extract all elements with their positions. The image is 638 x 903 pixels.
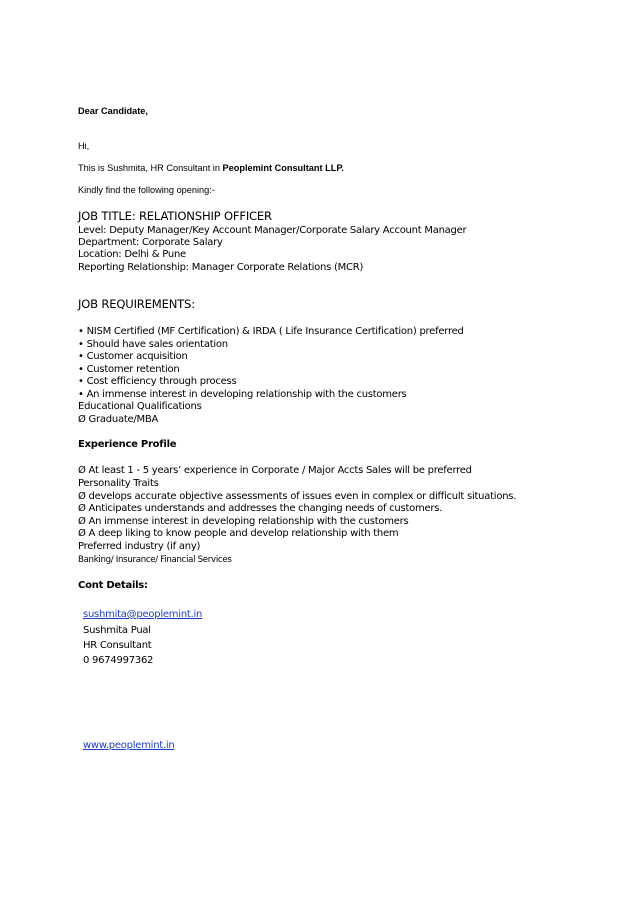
industry-value: Banking/ Insurance/ Financial Services (78, 555, 232, 565)
job-title: JOB TITLE: RELATIONSHIP OFFICER (78, 209, 272, 223)
website-link[interactable]: www.peoplemint.in (83, 740, 175, 751)
education-heading: Educational Qualifications (78, 401, 202, 412)
experience-heading: Experience Profile (78, 439, 177, 450)
contact-phone: 0 9674997362 (83, 655, 154, 666)
requirement-item: • Customer acquisition (78, 351, 188, 362)
requirement-item: • NISM Certified (MF Certification) & IRDA ( Life Insurance Certification) preferred (78, 326, 464, 337)
requirement-item: • Cost efficiency through process (78, 376, 237, 387)
requirements-heading: JOB REQUIREMENTS: (78, 297, 195, 311)
company-name: Peoplemint Consultant LLP. (222, 163, 344, 173)
contact-role: HR Consultant (83, 640, 152, 651)
contact-email-link[interactable]: sushmita@peoplemint.in (83, 609, 203, 620)
experience-line: Ø At least 1 - 5 years’ experience in Corporate / Major Accts Sales will be preferred (78, 465, 472, 476)
contact-name: Sushmita Pual (83, 625, 151, 636)
requirement-item: • Should have sales orientation (78, 339, 228, 350)
requirement-item: • An immense interest in developing relationship with the customers (78, 389, 407, 400)
reporting-line: Reporting Relationship: Manager Corporate Relations (MCR) (78, 262, 364, 273)
trait-item: Ø develops accurate objective assessments of issues even in complex or difficult situations. (78, 491, 517, 502)
trait-item: Ø Anticipates understands and addresses the changing needs of customers. (78, 503, 443, 514)
level-line: Level: Deputy Manager/Key Account Manager/Corporate Salary Account Manager (78, 225, 467, 236)
department-line: Department: Corporate Salary (78, 237, 223, 248)
location-line: Location: Delhi & Pune (78, 249, 186, 260)
industry-heading: Preferred industry (if any) (78, 541, 201, 552)
trait-item: Ø An immense interest in developing relationship with the customers (78, 516, 409, 527)
intro-prefix: This is Sushmita, HR Consultant in (78, 163, 223, 173)
contact-heading: Cont Details: (78, 580, 148, 591)
intro-line (78, 163, 344, 173)
opening-text: Kindly find the following opening:- (78, 185, 215, 195)
hi-text: Hi, (78, 141, 90, 151)
education-value: Ø Graduate/MBA (78, 414, 159, 425)
personality-heading: Personality Traits (78, 478, 159, 489)
greeting: Dear Candidate, (78, 106, 148, 116)
trait-item: Ø A deep liking to know people and develop relationship with them (78, 528, 399, 539)
requirement-item: • Customer retention (78, 364, 180, 375)
